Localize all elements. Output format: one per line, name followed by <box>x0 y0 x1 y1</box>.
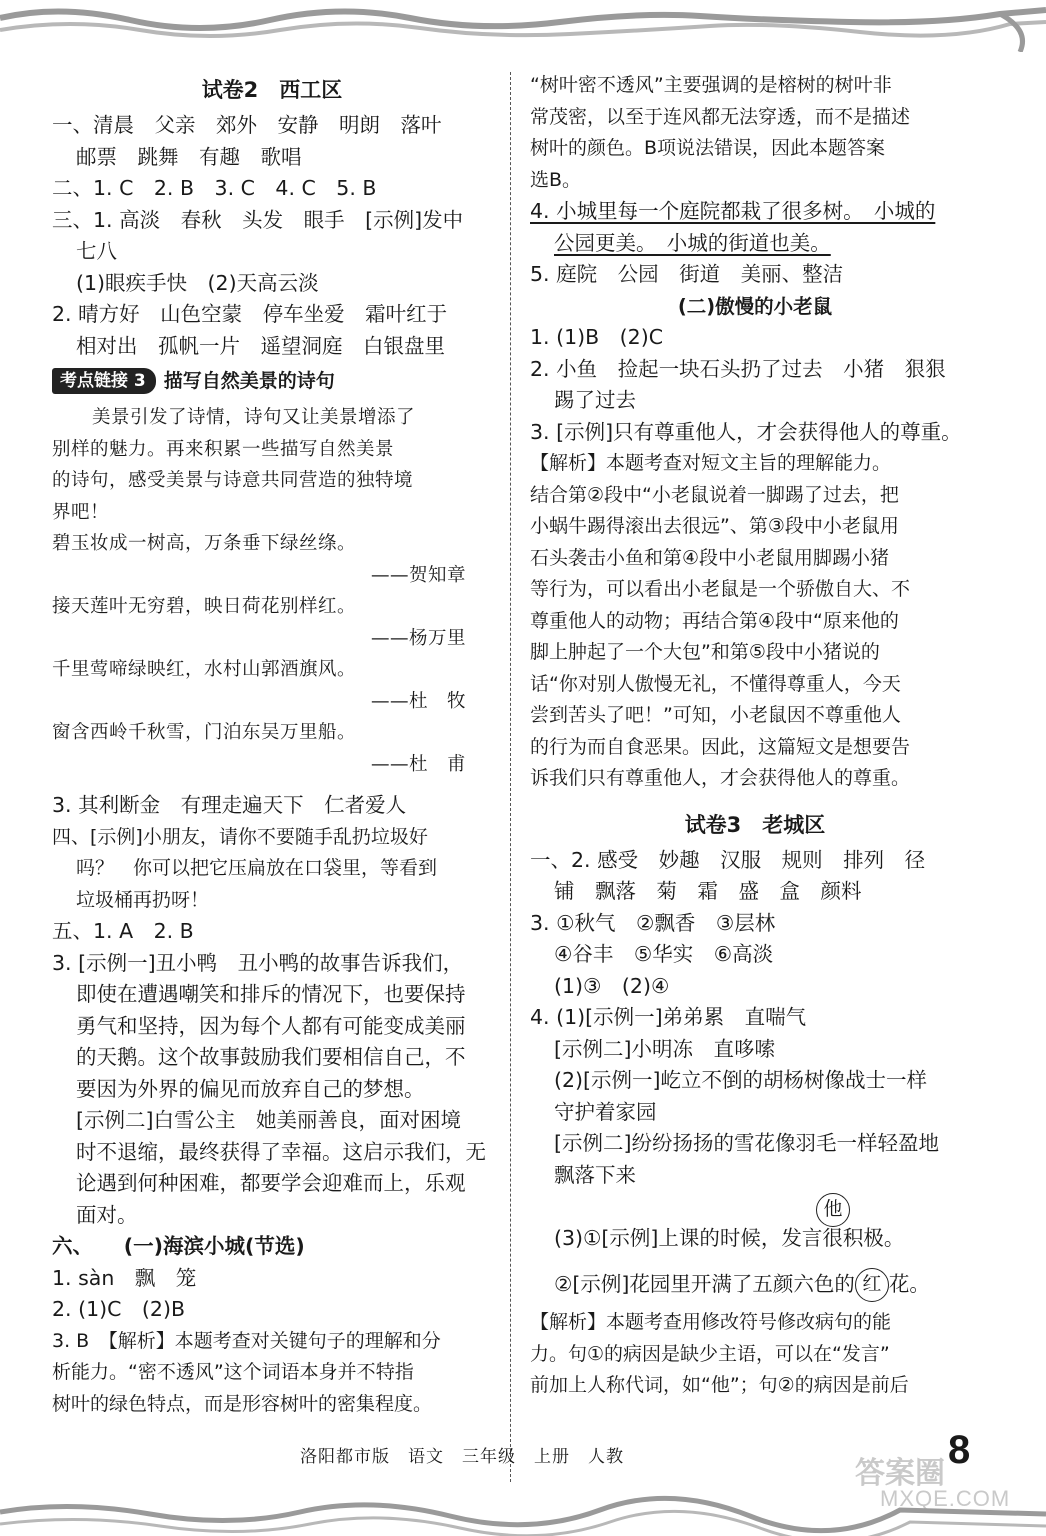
analysis-line: 尊重他人的动物；再结合第④段中“原来他的 <box>530 609 899 632</box>
left-column <box>52 70 492 1420</box>
poem-author: ——杜 牧 <box>370 690 466 712</box>
section-title-paper2: 试卷2 西工区 <box>201 78 343 102</box>
answer-line: (1)③ (2)④ <box>554 973 670 998</box>
answer-line: 的天鹅。这个故事鼓励我们要相信自己，不 <box>76 1045 466 1069</box>
analysis-line: 【解析】本题考查用修改符号修改病句的能 <box>530 1311 892 1333</box>
answer-line: 1. sàn 飘 笼 <box>52 1265 197 1290</box>
answer-line: 即使在遭遇嘲笑和排斥的情况下，也要保持 <box>76 982 466 1006</box>
analysis-line: 等行为，可以看出小老鼠是一个骄傲自大、不 <box>530 578 911 600</box>
answer-line: [示例二]白雪公主 她美丽善良，面对困境 <box>76 1108 461 1132</box>
answer-line: 勇气和坚持，因为每个人都有可能变成美丽 <box>76 1013 466 1038</box>
answer-line: 五、1. A 2. B <box>52 919 194 943</box>
insertion-line-block <box>530 1191 980 1255</box>
answer-line: 邮票 跳舞 有趣 歌唱 <box>76 144 302 169</box>
answer-line: 3. B 【解析】本题考查对关键句子的理解和分 <box>52 1329 441 1352</box>
knowledge-link-title: 描写自然美景的诗句 <box>163 370 335 392</box>
knowledge-link-header <box>52 364 492 398</box>
answer-line: 七八 <box>76 239 117 263</box>
answer-line: 时不退缩，最终获得了幸福。这启示我们，无 <box>76 1139 486 1164</box>
answer-line: 铺 飘落 菊 霜 盛 盒 颜料 <box>554 879 862 903</box>
answer-line: 相对出 孤帆一片 遥望洞庭 白银盘里 <box>76 333 445 358</box>
answer-line: 三、1. 高淡 春秋 头发 眼手 [示例]发中 <box>52 207 464 232</box>
watermark-url: MXQE.COM <box>880 1486 1011 1511</box>
decorative-bottom-border <box>0 1492 1046 1536</box>
answer-line <box>530 1269 930 1301</box>
underlined-answer: 公园更美。 小城的街道也美。 <box>554 230 831 255</box>
answer-line: 树叶的颜色。B项说法错误，因此本题答案 <box>530 137 886 159</box>
answer-line: (2)[示例一]屹立不倒的胡杨树像战士一样 <box>554 1068 928 1092</box>
poem-author: ——贺知章 <box>370 564 466 586</box>
answer-line: 1. (1)B (2)C <box>530 325 664 349</box>
answer-line: 4. (1)[示例一]弟弟累 直喘气 <box>530 1005 807 1029</box>
answer-line: 守护着家园 <box>554 1099 657 1124</box>
answer-line: [示例二]小明冻 直哆嗦 <box>554 1036 775 1061</box>
poem-author: ——杨万里 <box>370 627 466 649</box>
answer-line: 5. 庭院 公园 街道 美丽、整洁 <box>530 262 844 286</box>
answer-line: (3)①[示例]上课的时候，发言很积极。 <box>554 1226 905 1250</box>
answer-line: ④谷丰 ⑤华实 ⑥高淡 <box>554 942 774 966</box>
page-number: 8 <box>948 1428 971 1472</box>
answer-line: 四、[示例]小朋友，请你不要随手乱扔垃圾好 <box>52 825 428 848</box>
answer-line: 析能力。“密不透风”这个词语本身并不特指 <box>52 1361 414 1383</box>
intro-line: 界吧！ <box>52 501 110 523</box>
page-footer: 洛阳都市版 语文 三年级 上册 人教 <box>300 1447 624 1467</box>
knowledge-link-badge: 考点链接 3 <box>52 368 156 394</box>
decorative-top-border <box>0 0 1046 52</box>
answer-line: 3. [示例]只有尊重他人，才会获得他人的尊重。 <box>530 419 962 444</box>
circled-char: 红 <box>855 1268 889 1302</box>
intro-line: 的诗句，感受美景与诗意共同营造的独特境 <box>52 470 414 491</box>
answer-line: 吗？ 你可以把它压扁放在口袋里，等看到 <box>76 857 438 879</box>
intro-line: 美景引发了诗情，诗句又让美景增添了 <box>92 407 416 428</box>
answer-line: 3. 其利断金 有理走遍天下 仁者爱人 <box>52 793 407 817</box>
answer-line: 飘落下来 <box>554 1162 636 1187</box>
circled-char-wrap <box>855 1269 889 1301</box>
answer-line: 一、2. 感受 妙趣 汉服 规则 排列 径 <box>530 847 926 872</box>
analysis-line: 尝到苦头了吧！”可知，小老鼠因不尊重他人 <box>530 704 901 726</box>
analysis-line: 石头袭击小鱼和第④段中小老鼠用脚踢小猪 <box>530 546 890 569</box>
circled-char-line-block <box>530 1255 980 1307</box>
answer-line: 3. [示例一]丑小鸭 丑小鸭的故事告诉我们， <box>52 950 464 975</box>
watermark-logo: 答案圈 <box>855 1457 945 1490</box>
answer-line: (1)眼疾手快 (2)天高云淡 <box>76 270 319 295</box>
section-heading: (二)傲慢的小老鼠 <box>677 294 833 318</box>
analysis-line: 诉我们只有尊重他人，才会获得他人的尊重。 <box>530 767 911 789</box>
answer-text: ②[示例]花园里开满了五颜六色的 <box>554 1272 855 1296</box>
underlined-answer: 4. 小城里每一个庭院都栽了很多树。 小城的 <box>530 199 936 223</box>
poem-line: 接天莲叶无穷碧，映日荷花别样红。 <box>52 596 357 617</box>
answer-line: 踢了过去 <box>554 388 636 412</box>
answer-line: 垃圾桶再扔呀！ <box>76 888 210 911</box>
answer-line: 树叶的绿色特点，而是形容树叶的密集程度。 <box>52 1392 433 1415</box>
poem-author: ——杜 甫 <box>370 753 466 775</box>
section-title-paper3: 试卷3 老城区 <box>684 812 826 837</box>
insert-mark-char: 他 <box>816 1193 850 1227</box>
answer-line: 选B。 <box>530 168 582 191</box>
answer-line: 3. ①秋气 ②飘香 ③层林 <box>530 910 776 935</box>
analysis-line: 前加上人称代词，如“他”；句②的病因是前后 <box>530 1374 909 1396</box>
answer-text: 花。 <box>888 1272 930 1296</box>
answer-line: 一、清晨 父亲 郊外 安静 明朗 落叶 <box>52 113 442 137</box>
analysis-line: 结合第②段中“小老鼠说着一脚踢了过去，把 <box>530 483 899 506</box>
answer-line: 要因为外界的偏见而放弃自己的梦想。 <box>76 1076 425 1101</box>
answer-line: 二、1. C 2. B 3. C 4. C 5. B <box>52 176 377 200</box>
right-column <box>530 70 980 1402</box>
answer-line: 2. 晴方好 山色空蒙 停车坐爱 霜叶红于 <box>52 302 448 326</box>
analysis-line: 的行为而自食恶果。因此，这篇短文是想要告 <box>530 735 911 758</box>
analysis-line: 小蜗牛踢得滚出去很远”、第③段中小老鼠用 <box>530 515 899 537</box>
poem-line: 碧玉妆成一树高，万条垂下绿丝绦。 <box>52 533 357 554</box>
analysis-line: 【解析】本题考查对短文主旨的理解能力。 <box>530 452 892 474</box>
analysis-line: 脚上肿起了一个大包”和第⑤段中小猪说的 <box>530 641 880 663</box>
section-heading: 六、 (一)海滨小城(节选) <box>52 1234 305 1258</box>
analysis-line: 力。句①的病因是缺少主语，可以在“发言” <box>530 1342 890 1365</box>
answer-line: 2. (1)C (2)B <box>52 1297 186 1321</box>
answer-line: 2. 小鱼 捡起一块石头扔了过去 小猪 狠狠 <box>530 356 946 381</box>
answer-line: “树叶密不透风”主要强调的是榕树的树叶非 <box>530 74 892 96</box>
analysis-line: 话“你对别人傲慢无礼，不懂得尊重人，今天 <box>530 672 901 695</box>
column-divider <box>510 72 511 1482</box>
answer-line: 面对。 <box>76 1202 138 1227</box>
answer-line: 常茂密，以至于连风都无法穿透，而不是描述 <box>530 105 911 128</box>
poem-line: 窗含西岭千秋雪，门泊东吴万里船。 <box>52 722 357 743</box>
answer-line: [示例二]纷纷扬扬的雪花像羽毛一样轻盈地 <box>554 1131 939 1155</box>
poem-line: 千里莺啼绿映红，水村山郭酒旗风。 <box>52 659 357 680</box>
answer-line: 论遇到何种困难，都要学会迎难而上，乐观 <box>76 1171 466 1195</box>
intro-line: 别样的魅力。再来积累一些描写自然美景 <box>52 438 395 460</box>
